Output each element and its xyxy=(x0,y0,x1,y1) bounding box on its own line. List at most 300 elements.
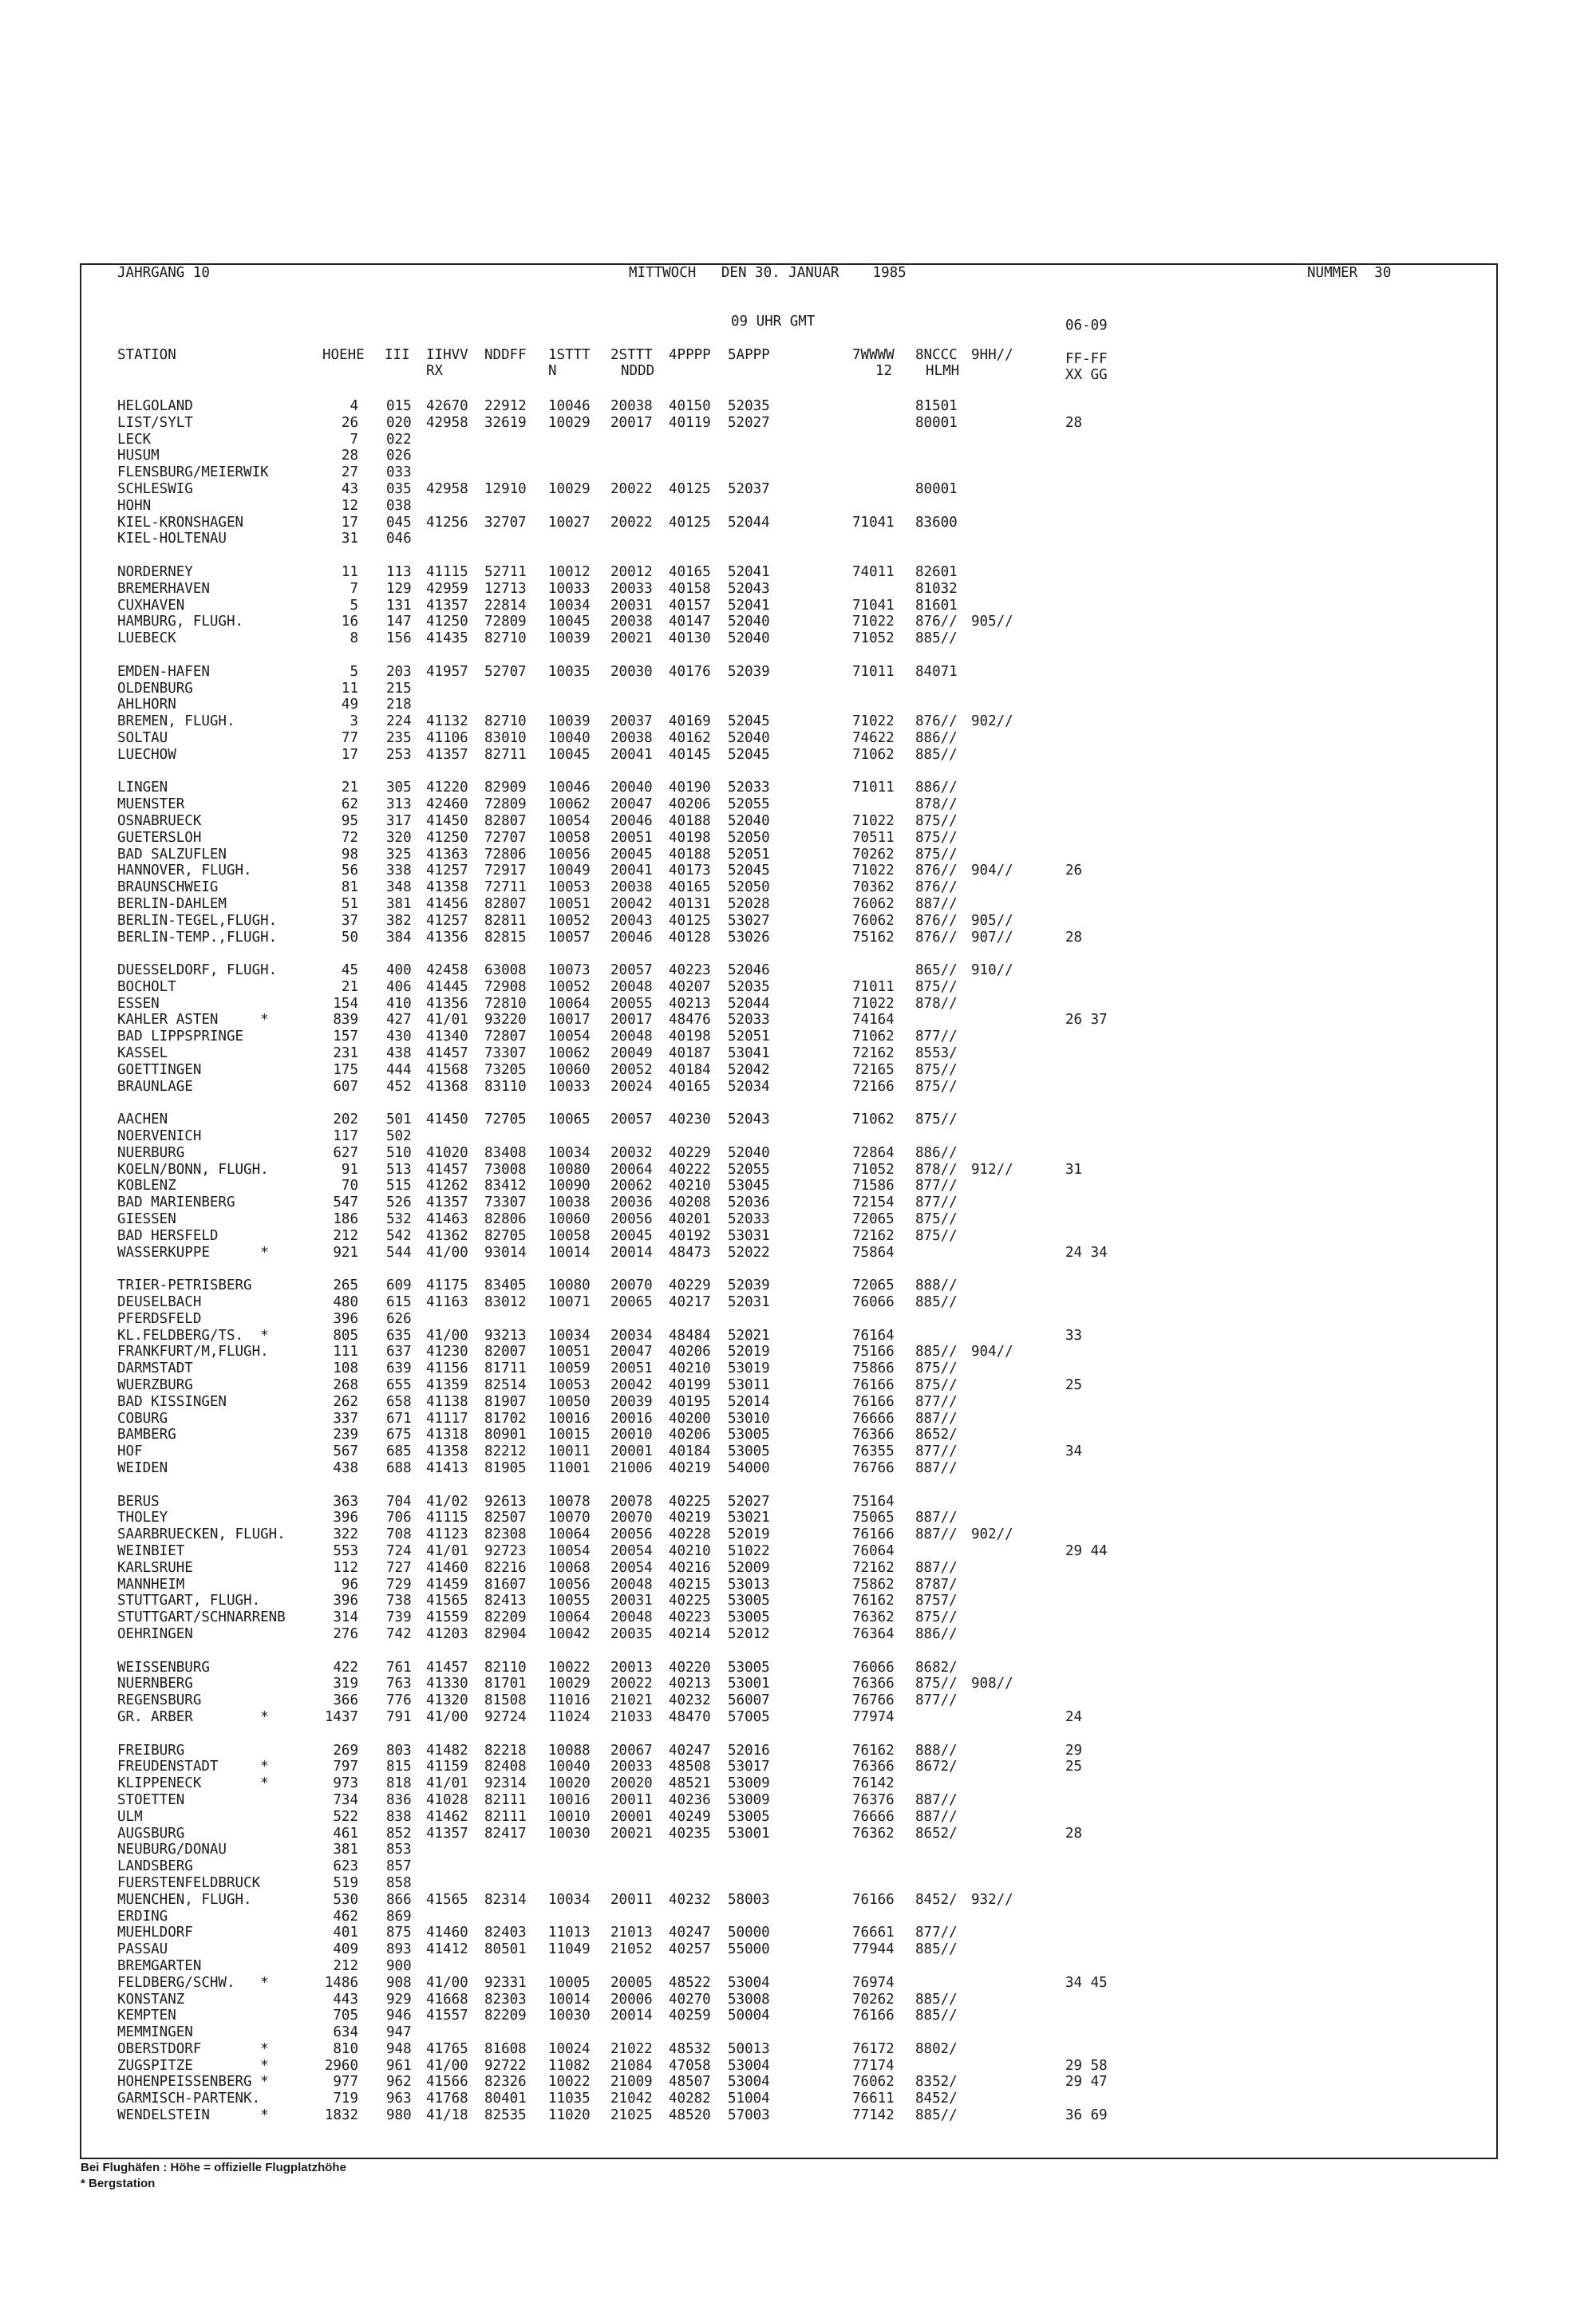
cell-nddff: 82403 xyxy=(484,1925,527,1941)
cell-station-name: KLIPPENECK * xyxy=(117,1775,269,1792)
cell-pppp4: 40198 xyxy=(669,1029,711,1045)
cell-wwww7: 76355 xyxy=(852,1443,895,1460)
cell-nccc8: 877// xyxy=(915,1178,958,1194)
cell-wwww7: 77174 xyxy=(852,2057,895,2074)
cell-nddff: 92722 xyxy=(484,2057,527,2074)
cell-sttt1: 10033 xyxy=(548,1078,591,1095)
cell-iii: 215 xyxy=(386,680,412,697)
cell-wwww7: 70362 xyxy=(852,879,895,896)
cell-nddff: 82408 xyxy=(484,1759,527,1775)
cell-appp5: 52055 xyxy=(728,1161,770,1178)
cell-appp5: 52033 xyxy=(728,1211,770,1228)
cell-nccc8: 8452/ xyxy=(915,2091,958,2107)
cell-iihvv: 41020 xyxy=(426,1144,468,1161)
cell-iihvv: 41568 xyxy=(426,1061,468,1078)
cell-station-name: WEINBIET xyxy=(117,1542,185,1559)
cell-appp5: 52016 xyxy=(728,1742,770,1759)
cell-pppp4: 40165 xyxy=(669,879,711,896)
cell-station-name: CUXHAVEN xyxy=(117,597,185,614)
col-station: STATION xyxy=(117,347,176,363)
cell-sttt1: 10056 xyxy=(548,1576,591,1593)
cell-ff-ff: 34 xyxy=(1065,1443,1083,1460)
cell-wwww7: 76974 xyxy=(852,1974,895,1991)
col-5appp: 5APPP xyxy=(728,347,770,363)
cell-nccc8: 878// xyxy=(915,995,958,1012)
cell-appp5: 53001 xyxy=(728,1676,770,1692)
cell-appp5: 52046 xyxy=(728,962,770,979)
cell-sttt2: 20001 xyxy=(610,1443,653,1460)
cell-pppp4: 40162 xyxy=(669,729,711,746)
cell-iihvv: 42670 xyxy=(426,398,468,414)
cell-appp5: 56007 xyxy=(728,1692,770,1709)
cell-appp5: 52027 xyxy=(728,1493,770,1510)
cell-ff-ff: 31 xyxy=(1065,1161,1083,1178)
cell-sttt1: 10040 xyxy=(548,1759,591,1775)
cell-pppp4: 40188 xyxy=(669,846,711,863)
cell-sttt1: 10064 xyxy=(548,1609,591,1626)
cell-hoehe: 366 xyxy=(333,1692,358,1709)
cell-nccc8: 81501 xyxy=(915,398,958,414)
cell-hoehe: 401 xyxy=(333,1925,358,1941)
cell-pppp4: 48484 xyxy=(669,1327,711,1344)
cell-pppp4: 40220 xyxy=(669,1659,711,1676)
cell-hoehe: 269 xyxy=(333,1742,358,1759)
cell-iihvv: 41459 xyxy=(426,1576,468,1593)
cell-station-name: OLDENBURG xyxy=(117,680,193,697)
cell-station-name: ZUGSPITZE * xyxy=(117,2057,269,2074)
cell-hoehe: 553 xyxy=(333,1542,358,1559)
cell-pppp4: 40219 xyxy=(669,1510,711,1526)
cell-station-name: OSNABRUECK xyxy=(117,812,202,829)
cell-appp5: 53027 xyxy=(728,912,770,929)
cell-sttt2: 20070 xyxy=(610,1510,653,1526)
cell-wwww7: 70262 xyxy=(852,846,895,863)
cell-nccc8: 877// xyxy=(915,1029,958,1045)
cell-sttt2: 20047 xyxy=(610,796,653,813)
cell-wwww7: 74164 xyxy=(852,1012,895,1029)
cell-nccc8: 82601 xyxy=(915,563,958,580)
cell-wwww7: 76666 xyxy=(852,1410,895,1427)
cell-pppp4: 40214 xyxy=(669,1625,711,1642)
cell-nddff: 82326 xyxy=(484,2074,527,2091)
cell-appp5: 52014 xyxy=(728,1393,770,1410)
cell-iihvv: 41358 xyxy=(426,1443,468,1460)
cell-hoehe: 337 xyxy=(333,1410,358,1427)
cell-hoehe: 231 xyxy=(333,1045,358,1062)
cell-nccc8: 885// xyxy=(915,746,958,763)
cell-sttt1: 10064 xyxy=(548,995,591,1012)
cell-nccc8: 877// xyxy=(915,1925,958,1941)
cell-nddff: 12713 xyxy=(484,580,527,597)
cell-hoehe: 462 xyxy=(333,1908,358,1925)
cell-sttt1: 10052 xyxy=(548,912,591,929)
cell-nddff: 81608 xyxy=(484,2040,527,2057)
cell-hoehe: 319 xyxy=(333,1676,358,1692)
date-line: MITTWOCH DEN 30. JANUAR 1985 xyxy=(629,265,907,281)
cell-iii: 156 xyxy=(386,630,412,647)
col-9hh: 9HH// xyxy=(971,347,1013,363)
cell-hoehe: 21 xyxy=(341,978,358,995)
cell-pppp4: 40225 xyxy=(669,1493,711,1510)
cell-pppp4: 40229 xyxy=(669,1144,711,1161)
cell-hoehe: 212 xyxy=(333,1227,358,1244)
cell-appp5: 53008 xyxy=(728,1991,770,2008)
cell-sttt2: 20022 xyxy=(610,480,653,497)
cell-wwww7: 75164 xyxy=(852,1493,895,1510)
cell-nddff: 82216 xyxy=(484,1559,527,1576)
col-hoehe: HOEHE xyxy=(322,347,365,363)
cell-sttt2: 20043 xyxy=(610,912,653,929)
cell-station-name: EMDEN-HAFEN xyxy=(117,663,210,680)
cell-sttt2: 20017 xyxy=(610,1012,653,1029)
cell-appp5: 52051 xyxy=(728,1029,770,1045)
cell-iihvv: 41340 xyxy=(426,1029,468,1045)
cell-sttt2: 20017 xyxy=(610,414,653,431)
cell-iii: 532 xyxy=(386,1211,412,1228)
cell-wwww7: 76164 xyxy=(852,1327,895,1344)
cell-sttt1: 10053 xyxy=(548,1377,591,1394)
cell-hoehe: 1437 xyxy=(324,1708,358,1725)
cell-iihvv: 41357 xyxy=(426,1825,468,1842)
cell-nddff: 93220 xyxy=(484,1012,527,1029)
cell-sttt1: 10088 xyxy=(548,1742,591,1759)
cell-nddff: 72810 xyxy=(484,995,527,1012)
cell-iii: 706 xyxy=(386,1510,412,1526)
cell-ff-ff: 25 xyxy=(1065,1759,1083,1775)
cell-sttt1: 10046 xyxy=(548,398,591,414)
cell-wwww7: 71022 xyxy=(852,812,895,829)
cell-iii: 893 xyxy=(386,1941,412,1958)
cell-iihvv: 41132 xyxy=(426,713,468,730)
cell-sttt1: 10042 xyxy=(548,1625,591,1642)
cell-sttt1: 10016 xyxy=(548,1410,591,1427)
cell-sttt2: 20056 xyxy=(610,1526,653,1543)
report-sheet xyxy=(80,263,1498,2159)
cell-hoehe: 314 xyxy=(333,1609,358,1626)
cell-sttt1: 11020 xyxy=(548,2107,591,2124)
cell-wwww7: 77974 xyxy=(852,1708,895,1725)
cell-wwww7: 76062 xyxy=(852,895,895,912)
cell-hoehe: 443 xyxy=(333,1991,358,2008)
cell-iii: 852 xyxy=(386,1825,412,1842)
cell-station-name: AACHEN xyxy=(117,1112,168,1128)
cell-iii: 947 xyxy=(386,2024,412,2041)
cell-iii: 742 xyxy=(386,1625,412,1642)
cell-iihvv: 41320 xyxy=(426,1692,468,1709)
cell-hoehe: 3 xyxy=(350,713,358,730)
cell-nccc8: 875// xyxy=(915,1377,958,1394)
cell-pppp4: 48532 xyxy=(669,2040,711,2057)
cell-appp5: 52009 xyxy=(728,1559,770,1576)
col-8nccc: 8NCCC xyxy=(915,347,958,363)
cell-hoehe: 157 xyxy=(333,1029,358,1045)
cell-appp5: 52041 xyxy=(728,597,770,614)
cell-hoehe: 567 xyxy=(333,1443,358,1460)
cell-hoehe: 363 xyxy=(333,1493,358,1510)
cell-sttt1: 10030 xyxy=(548,2008,591,2024)
cell-iihvv: 41460 xyxy=(426,1559,468,1576)
cell-sttt1: 10055 xyxy=(548,1593,591,1609)
cell-appp5: 51004 xyxy=(728,2091,770,2107)
cell-nccc8: 8787/ xyxy=(915,1576,958,1593)
cell-appp5: 53009 xyxy=(728,1775,770,1792)
cell-iii: 704 xyxy=(386,1493,412,1510)
cell-station-name: KIEL-HOLTENAU xyxy=(117,531,227,547)
cell-iii: 035 xyxy=(386,480,412,497)
cell-iii: 513 xyxy=(386,1161,412,1178)
cell-hoehe: 96 xyxy=(341,1576,358,1593)
cell-sttt1: 10052 xyxy=(548,978,591,995)
cell-sttt1: 10058 xyxy=(548,829,591,846)
cell-hoehe: 51 xyxy=(341,895,358,912)
cell-sttt2: 20038 xyxy=(610,614,653,630)
cell-iii: 869 xyxy=(386,1908,412,1925)
cell-iihvv: 41/02 xyxy=(426,1493,468,1510)
cell-station-name: NUERNBERG xyxy=(117,1676,193,1692)
cell-appp5: 53017 xyxy=(728,1759,770,1775)
cell-ff-ff: 28 xyxy=(1065,414,1083,431)
cell-iii: 317 xyxy=(386,812,412,829)
cell-iihvv: 41413 xyxy=(426,1460,468,1476)
cell-station-name: WEIDEN xyxy=(117,1460,168,1476)
cell-hoehe: 438 xyxy=(333,1460,358,1476)
cell-hoehe: 480 xyxy=(333,1294,358,1311)
cell-hoehe: 461 xyxy=(333,1825,358,1842)
cell-station-name: BERUS xyxy=(117,1493,160,1510)
cell-nccc8: 886// xyxy=(915,1144,958,1161)
cell-wwww7: 71011 xyxy=(852,780,895,796)
cell-appp5: 58003 xyxy=(728,1891,770,1908)
cell-sttt2: 20038 xyxy=(610,879,653,896)
cell-sttt1: 10057 xyxy=(548,929,591,946)
cell-hoehe: 530 xyxy=(333,1891,358,1908)
cell-pppp4: 40206 xyxy=(669,1427,711,1443)
cell-nddff: 82413 xyxy=(484,1593,527,1609)
cell-iihvv: 41359 xyxy=(426,1377,468,1394)
cell-appp5: 50004 xyxy=(728,2008,770,2024)
cell-appp5: 52040 xyxy=(728,1144,770,1161)
cell-hoehe: 921 xyxy=(333,1244,358,1261)
col-1sttt: 1STTT xyxy=(548,347,591,363)
cell-station-name: LECK xyxy=(117,431,152,448)
cell-station-name: KONSTANZ xyxy=(117,1991,185,2008)
cell-iihvv: 41565 xyxy=(426,1891,468,1908)
cell-iii: 980 xyxy=(386,2107,412,2124)
cell-sttt2: 21006 xyxy=(610,1460,653,1476)
cell-pppp4: 40199 xyxy=(669,1377,711,1394)
cell-hoehe: 381 xyxy=(333,1842,358,1858)
cell-sttt1: 10022 xyxy=(548,2074,591,2091)
cell-station-name: BAD MARIENBERG xyxy=(117,1194,235,1211)
cell-hoehe: 5 xyxy=(350,663,358,680)
cell-station-name: STOETTEN xyxy=(117,1791,185,1808)
cell-station-name: REGENSBURG xyxy=(117,1692,202,1709)
cell-hoehe: 522 xyxy=(333,1808,358,1825)
cell-nddff: 82909 xyxy=(484,780,527,796)
cell-nccc8: 876// xyxy=(915,713,958,730)
cell-iii: 038 xyxy=(386,497,412,514)
cell-hoehe: 1832 xyxy=(324,2107,358,2124)
cell-station-name: HOF xyxy=(117,1443,143,1460)
cell-pppp4: 40190 xyxy=(669,780,711,796)
cell-iii: 838 xyxy=(386,1808,412,1825)
cell-hoehe: 973 xyxy=(333,1775,358,1792)
cell-hoehe: 7 xyxy=(350,580,358,597)
cell-hoehe: 91 xyxy=(341,1161,358,1178)
cell-nddff: 92724 xyxy=(484,1708,527,1725)
cell-appp5: 52043 xyxy=(728,580,770,597)
cell-nccc8: 886// xyxy=(915,729,958,746)
cell-wwww7: 76062 xyxy=(852,2074,895,2091)
cell-iii: 739 xyxy=(386,1609,412,1626)
cell-appp5: 52039 xyxy=(728,1277,770,1294)
cell-sttt1: 10060 xyxy=(548,1061,591,1078)
cell-hoehe: 28 xyxy=(341,448,358,464)
cell-nccc8: 887// xyxy=(915,1808,958,1825)
cell-station-name: STUTTGART/SCHNARRENB xyxy=(117,1609,286,1626)
cell-hoehe: 396 xyxy=(333,1510,358,1526)
cell-pppp4: 40165 xyxy=(669,563,711,580)
cell-pppp4: 47058 xyxy=(669,2057,711,2074)
cell-sttt2: 20048 xyxy=(610,1029,653,1045)
cell-iii: 452 xyxy=(386,1078,412,1095)
cell-appp5: 52035 xyxy=(728,398,770,414)
cell-iihvv: 41115 xyxy=(426,563,468,580)
cell-appp5: 53004 xyxy=(728,2057,770,2074)
cell-hoehe: 50 xyxy=(341,929,358,946)
cell-pppp4: 40223 xyxy=(669,962,711,979)
cell-nccc8: 885// xyxy=(915,1294,958,1311)
cell-station-name: DEUSELBACH xyxy=(117,1294,202,1311)
cell-pppp4: 40176 xyxy=(669,663,711,680)
cell-hoehe: 262 xyxy=(333,1393,358,1410)
cell-station-name: STUTTGART, FLUGH. xyxy=(117,1593,261,1609)
cell-sttt1: 11082 xyxy=(548,2057,591,2074)
cell-nccc8: 875// xyxy=(915,1211,958,1228)
cell-iii: 338 xyxy=(386,863,412,879)
cell-wwww7: 71586 xyxy=(852,1178,895,1194)
cell-sttt1: 10034 xyxy=(548,1891,591,1908)
cell-station-name: BREMEN, FLUGH. xyxy=(117,713,235,730)
cell-station-name: DUESSELDORF, FLUGH. xyxy=(117,962,278,979)
cell-pppp4: 40208 xyxy=(669,1194,711,1211)
cell-appp5: 52045 xyxy=(728,746,770,763)
cell-sttt1: 11016 xyxy=(548,1692,591,1709)
cell-nddff: 52711 xyxy=(484,563,527,580)
cell-pppp4: 40173 xyxy=(669,863,711,879)
cell-iii: 438 xyxy=(386,1045,412,1062)
cell-sttt1: 11013 xyxy=(548,1925,591,1941)
col-1sttt-sub: N xyxy=(548,363,557,379)
cell-iihvv: 41559 xyxy=(426,1609,468,1626)
cell-ff-ff: 29 44 xyxy=(1065,1542,1108,1559)
cell-station-name: WASSERKUPPE * xyxy=(117,1244,269,1261)
cell-nccc8: 8652/ xyxy=(915,1825,958,1842)
col-iii: III xyxy=(385,347,410,363)
cell-iihvv: 41363 xyxy=(426,846,468,863)
cell-iihvv: 41368 xyxy=(426,1078,468,1095)
cell-iii: 763 xyxy=(386,1676,412,1692)
cell-sttt2: 20051 xyxy=(610,829,653,846)
cell-station-name: HOHENPEISSENBERG * xyxy=(117,2074,269,2091)
cell-appp5: 52055 xyxy=(728,796,770,813)
cell-nccc8: 885// xyxy=(915,2008,958,2024)
cell-hoehe: 212 xyxy=(333,1957,358,1974)
period-label: 06-09 xyxy=(1065,318,1108,334)
cell-nddff: 73307 xyxy=(484,1045,527,1062)
cell-hoehe: 409 xyxy=(333,1941,358,1958)
cell-sttt2: 20052 xyxy=(610,1061,653,1078)
cell-iihvv: 41230 xyxy=(426,1344,468,1360)
cell-nddff: 73307 xyxy=(484,1194,527,1211)
cell-iii: 113 xyxy=(386,563,412,580)
cell-sttt1: 11035 xyxy=(548,2091,591,2107)
cell-appp5: 53019 xyxy=(728,1360,770,1377)
cell-hoehe: 2960 xyxy=(324,2057,358,2074)
cell-sttt1: 10034 xyxy=(548,1144,591,1161)
cell-wwww7: 76376 xyxy=(852,1791,895,1808)
cell-sttt2: 21042 xyxy=(610,2091,653,2107)
cell-sttt2: 20065 xyxy=(610,1294,653,1311)
cell-sttt2: 20051 xyxy=(610,1360,653,1377)
cell-hoehe: 705 xyxy=(333,2008,358,2024)
cell-station-name: NEUBURG/DONAU xyxy=(117,1842,227,1858)
cell-station-name: BREMERHAVEN xyxy=(117,580,210,597)
cell-iii: 033 xyxy=(386,464,412,481)
cell-pppp4: 40232 xyxy=(669,1891,711,1908)
cell-appp5: 53021 xyxy=(728,1510,770,1526)
cell-pppp4: 40207 xyxy=(669,978,711,995)
footnote-airport-height: Bei Flughäfen : Höhe = offizielle Flugplatzhöhe xyxy=(81,2161,346,2174)
cell-iii: 658 xyxy=(386,1393,412,1410)
cell-pppp4: 40150 xyxy=(669,398,711,414)
cell-iii: 609 xyxy=(386,1277,412,1294)
cell-hoehe: 7 xyxy=(350,431,358,448)
cell-wwww7: 76166 xyxy=(852,1891,895,1908)
cell-appp5: 55000 xyxy=(728,1941,770,1958)
cell-appp5: 51022 xyxy=(728,1542,770,1559)
cell-pppp4: 40165 xyxy=(669,1078,711,1095)
cell-station-name: BRAUNLAGE xyxy=(117,1078,193,1095)
cell-wwww7: 75864 xyxy=(852,1244,895,1261)
cell-wwww7: 76362 xyxy=(852,1609,895,1626)
cell-hoehe: 734 xyxy=(333,1791,358,1808)
cell-appp5: 52019 xyxy=(728,1344,770,1360)
cell-sttt1: 10005 xyxy=(548,1974,591,1991)
cell-sttt1: 10058 xyxy=(548,1227,591,1244)
cell-iii: 427 xyxy=(386,1012,412,1029)
cell-wwww7: 75866 xyxy=(852,1360,895,1377)
cell-sttt2: 20047 xyxy=(610,1344,653,1360)
cell-nddff: 73205 xyxy=(484,1061,527,1078)
cell-ff-ff: 26 37 xyxy=(1065,1012,1108,1029)
cell-sttt1: 10080 xyxy=(548,1277,591,1294)
cell-sttt1: 10020 xyxy=(548,1775,591,1792)
cell-iii: 671 xyxy=(386,1410,412,1427)
cell-sttt1: 11001 xyxy=(548,1460,591,1476)
cell-appp5: 52044 xyxy=(728,995,770,1012)
cell-pppp4: 40210 xyxy=(669,1178,711,1194)
cell-iihvv: 41482 xyxy=(426,1742,468,1759)
cell-nddff: 81905 xyxy=(484,1460,527,1476)
cell-iii: 708 xyxy=(386,1526,412,1543)
cell-appp5: 52041 xyxy=(728,563,770,580)
cell-station-name: BAD SALZUFLEN xyxy=(117,846,227,863)
cell-sttt2: 20010 xyxy=(610,1427,653,1443)
cell-iihvv: 41566 xyxy=(426,2074,468,2091)
cell-nddff: 81907 xyxy=(484,1393,527,1410)
cell-nddff: 63008 xyxy=(484,962,527,979)
